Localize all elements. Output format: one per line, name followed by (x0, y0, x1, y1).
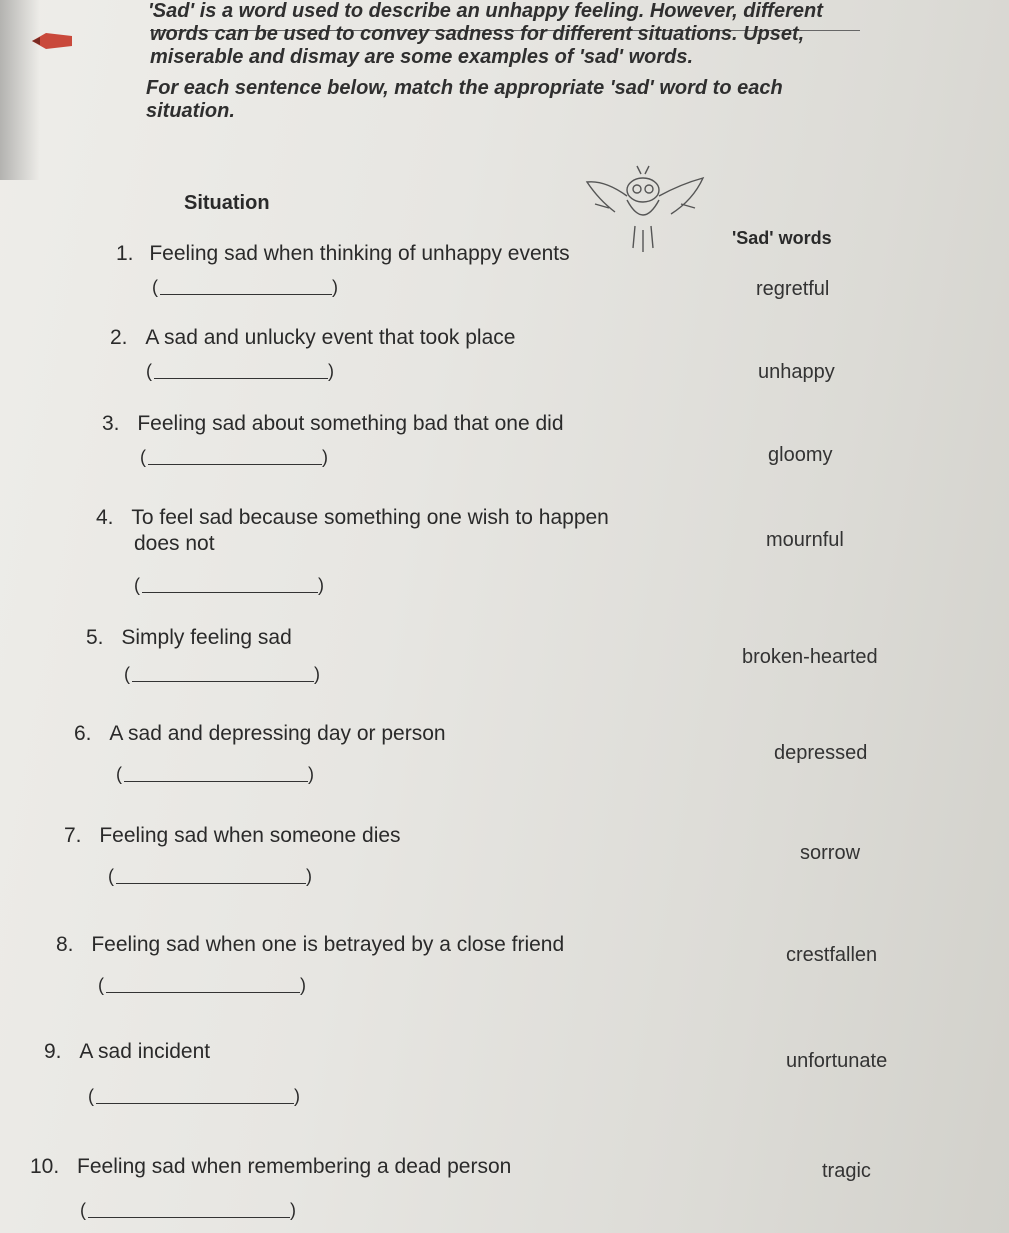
item-text: Feeling sad when thinking of unhappy events (149, 242, 570, 265)
sad-word-broken-hearted: broken-hearted (742, 646, 878, 668)
close-paren: ) (306, 866, 312, 886)
sad-word-regretful: regretful (756, 278, 830, 300)
item-number: 9. (44, 1040, 62, 1063)
situation-item-4-continued: does not (134, 532, 215, 555)
item-number: 5. (86, 626, 104, 649)
answer-blank-2[interactable] (146, 361, 336, 385)
blank-line (148, 464, 322, 465)
item-text: A sad and unlucky event that took place (145, 326, 516, 349)
close-paren: ) (322, 447, 328, 467)
open-paren: ( (140, 447, 146, 467)
item-number: 7. (64, 824, 82, 847)
close-paren: ) (328, 361, 334, 381)
answer-blank-5[interactable] (124, 664, 322, 688)
answer-blank-8[interactable] (98, 975, 308, 999)
close-paren: ) (318, 575, 324, 595)
situation-item-2 (110, 326, 515, 350)
situation-heading: Situation (184, 192, 270, 214)
open-paren: ( (124, 664, 130, 684)
item-text: To feel sad because something one wish to happen (131, 506, 609, 529)
situation-item-4 (96, 506, 609, 530)
item-number: 1. (116, 242, 134, 265)
close-paren: ) (300, 975, 306, 995)
sad-word-crestfallen: crestfallen (786, 944, 878, 966)
item-text: A sad incident (79, 1040, 211, 1063)
sad-word-gloomy: gloomy (768, 444, 833, 466)
instruction-paragraph: For each sentence below, match the appropriate 'sad' word to each situation. (146, 77, 783, 122)
blank-line (154, 378, 328, 379)
blank-line (88, 1217, 290, 1218)
open-paren: ( (108, 866, 114, 886)
open-paren: ( (116, 764, 122, 784)
answer-blank-1[interactable] (152, 277, 340, 301)
sad-words-heading: 'Sad' words (732, 228, 832, 248)
situation-item-8 (56, 933, 564, 957)
blank-line (132, 681, 314, 682)
item-number: 10. (30, 1155, 60, 1178)
item-text: Feeling sad when remembering a dead person (77, 1155, 512, 1178)
situation-item-3 (102, 412, 564, 436)
sad-word-unhappy: unhappy (758, 361, 835, 383)
item-number: 6. (74, 722, 92, 745)
situation-item-1 (116, 242, 570, 266)
situation-item-7 (64, 824, 401, 848)
blank-line (116, 883, 306, 884)
situation-item-9 (44, 1040, 210, 1064)
item-text: Simply feeling sad (121, 626, 292, 649)
sad-word-sorrow: sorrow (800, 842, 861, 864)
situation-item-10 (30, 1155, 511, 1179)
sad-word-depressed: depressed (774, 742, 868, 764)
item-text: Feeling sad about something bad that one did (137, 412, 564, 435)
open-paren: ( (80, 1200, 86, 1220)
sad-word-tragic: tragic (822, 1160, 871, 1182)
open-paren: ( (98, 975, 104, 995)
blank-line (96, 1103, 294, 1104)
open-paren: ( (146, 361, 152, 381)
item-number: 8. (56, 933, 74, 956)
blank-line (142, 592, 318, 593)
item-number: 2. (110, 326, 128, 349)
item-text: A sad and depressing day or person (109, 722, 446, 745)
item-number: 4. (96, 506, 114, 529)
item-text: Feeling sad when one is betrayed by a close friend (91, 933, 565, 956)
page-shadow (0, 0, 40, 180)
sad-word-unfortunate: unfortunate (786, 1050, 888, 1072)
item-text: Feeling sad when someone dies (99, 824, 401, 847)
answer-blank-3[interactable] (140, 447, 330, 471)
sad-word-mournful: mournful (766, 529, 844, 551)
answer-blank-7[interactable] (108, 866, 314, 890)
close-paren: ) (294, 1086, 300, 1106)
answer-blank-10[interactable] (80, 1200, 298, 1224)
open-paren: ( (134, 575, 140, 595)
blank-line (106, 992, 300, 993)
close-paren: ) (308, 764, 314, 784)
instructions (146, 0, 870, 123)
intro-paragraph: 'Sad' is a word used to describe an unhappy feeling. However, different words can be used to convey sadness for different situations. Upset, miserable and dismay are some examples of 'sad' words. (148, 0, 823, 68)
close-paren: ) (332, 277, 338, 297)
open-paren: ( (152, 277, 158, 297)
blank-line (124, 781, 308, 782)
situation-item-5 (86, 626, 292, 650)
answer-blank-4[interactable] (134, 575, 326, 599)
blank-line (160, 294, 332, 295)
answer-blank-9[interactable] (88, 1086, 302, 1110)
owl-illustration-icon (585, 160, 715, 260)
open-paren: ( (88, 1086, 94, 1106)
pencil-icon (28, 30, 76, 52)
close-paren: ) (314, 664, 320, 684)
answer-blank-6[interactable] (116, 764, 316, 788)
situation-item-6 (74, 722, 446, 746)
close-paren: ) (290, 1200, 296, 1220)
item-number: 3. (102, 412, 120, 435)
